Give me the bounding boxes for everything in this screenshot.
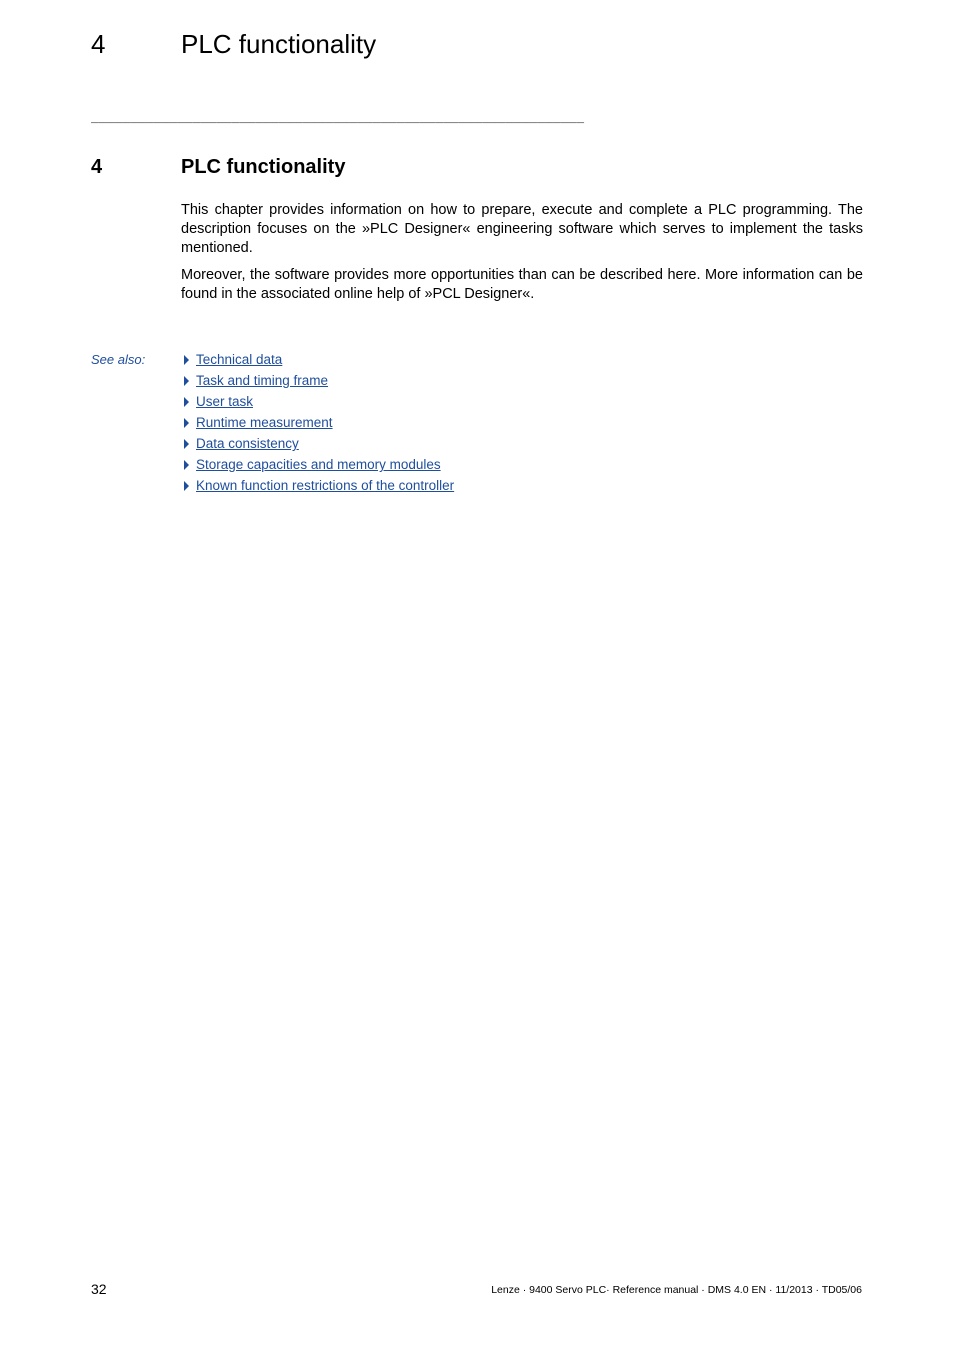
footer-page-number: 32 xyxy=(91,1281,107,1297)
triangle-right-icon xyxy=(184,397,189,407)
running-header-title: PLC functionality xyxy=(181,29,377,59)
triangle-right-icon xyxy=(184,460,189,470)
chapter-intro xyxy=(181,201,863,312)
link-task-and-timing-frame[interactable]: Task and timing frame xyxy=(196,373,329,388)
chapter-title: PLC functionality xyxy=(181,156,346,178)
see-also-item xyxy=(184,351,454,372)
triangle-right-icon xyxy=(184,355,189,365)
link-known-function-restrictions[interactable]: Known function restrictions of the controller xyxy=(196,478,455,493)
triangle-right-icon xyxy=(184,418,189,428)
link-runtime-measurement[interactable]: Runtime measurement xyxy=(196,415,333,430)
chapter-heading xyxy=(91,154,871,182)
see-also-item xyxy=(184,456,454,477)
see-also-label: See also: xyxy=(91,352,146,367)
link-user-task[interactable]: User task xyxy=(196,394,254,409)
see-also-item xyxy=(184,414,454,435)
header-separator: _______________________________________________________________ xyxy=(91,110,585,124)
intro-paragraph-1: This chapter provides information on how to prepare, execute and complete a PLC programming. The description focuses on the »PLC Designer« engineering software which serves to implement the tasks mentioned. xyxy=(181,202,863,256)
running-header xyxy=(91,28,871,64)
footer-document-info: Lenze · 9400 Servo PLC· Reference manual · DMS 4.0 EN · 11/2013 · TD05/06 xyxy=(491,1284,862,1296)
triangle-right-icon xyxy=(184,439,189,449)
see-also-item xyxy=(184,435,454,456)
see-also-item xyxy=(184,372,454,393)
link-data-consistency[interactable]: Data consistency xyxy=(196,436,299,451)
triangle-right-icon xyxy=(184,481,189,491)
running-header-number: 4 xyxy=(91,29,106,59)
intro-paragraph-2: Moreover, the software provides more opportunities than can be described here. More information can be found in the associated online help of »PCL Designer«. xyxy=(181,267,863,302)
see-also-item xyxy=(184,393,454,414)
see-also-item xyxy=(184,477,454,498)
chapter-number: 4 xyxy=(91,156,103,178)
link-storage-capacities[interactable]: Storage capacities and memory modules xyxy=(196,457,441,472)
link-technical-data[interactable]: Technical data xyxy=(196,352,283,367)
see-also-list xyxy=(184,351,454,498)
triangle-right-icon xyxy=(184,376,189,386)
